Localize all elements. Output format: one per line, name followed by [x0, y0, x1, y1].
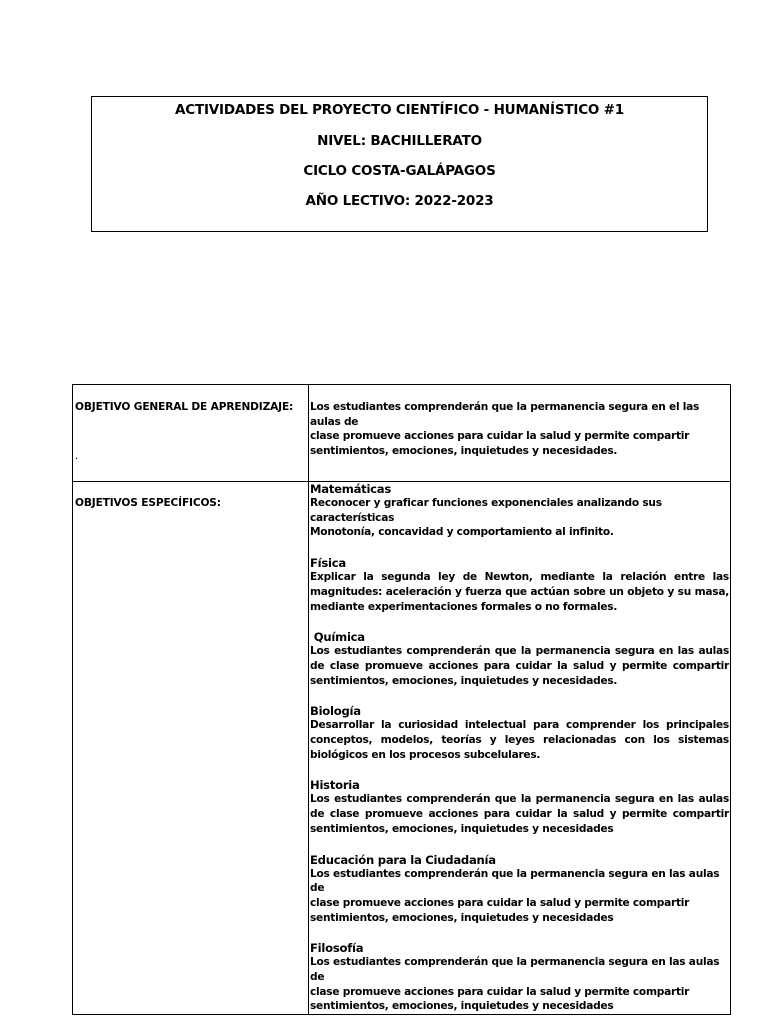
subject-objective-text: Desarrollar la curiosidad intelectual para comprender los principales conceptos, modelos, teorías y leyes relacionadas con los sistemas biológicos en los procesos subcelulares. [310, 719, 729, 761]
subject-block [310, 778, 729, 836]
specific-objectives-text-cell [309, 482, 731, 1015]
general-objective-text [309, 385, 730, 459]
general-objective-dot: . [75, 451, 79, 462]
subject-block [310, 482, 729, 540]
subject-name: Química [310, 630, 365, 645]
subject-name: Biología [310, 704, 361, 719]
header-title: ACTIVIDADES DEL PROYECTO CIENTÍFICO - HUMANÍSTICO #1 [175, 102, 624, 118]
general-objective-text-cell [309, 385, 731, 482]
general-objective-line: clase promueve acciones para cuidar la salud y permite compartir [310, 430, 690, 443]
subject-objective-text: Los estudiantes comprenderán que la permanencia segura en las aulas de clase promueve acciones para cuidar la salud y permite compartir sentimientos, emociones, inquietudes y necesidades. [310, 645, 729, 687]
subject-objective-text: Reconocer y graficar funciones exponenciales analizando sus características Monotonía, concavidad y comportamiento al infinito. [310, 497, 662, 539]
specific-objectives-label-cell [73, 482, 309, 1015]
subject-block [310, 853, 729, 926]
subject-block [310, 556, 729, 614]
table-row-specific-objectives [73, 482, 731, 1015]
header-cycle: CICLO COSTA-GALÁPAGOS [303, 163, 496, 179]
subject-objective-text: Los estudiantes comprenderán que la permanencia segura en las aulas de clase promueve acciones para cuidar la salud y permite compartir sentimientos, emociones, inquietudes y necesidades [310, 793, 729, 835]
subject-name: Matemáticas [310, 482, 392, 496]
subject-block [310, 941, 729, 1014]
header-level: NIVEL: BACHILLERATO [317, 133, 482, 149]
subject-name: Historia [310, 778, 360, 793]
header-school-year: AÑO LECTIVO: 2022-2023 [305, 193, 494, 209]
subject-objective-text: Los estudiantes comprenderán que la permanencia segura en las aulas de clase promueve acciones para cuidar la salud y permite compartir sentimientos, emociones, inquietudes y necesidades [310, 956, 720, 1013]
subject-name: Física [310, 556, 346, 571]
specific-objectives-label: OBJETIVOS ESPECÍFICOS: [75, 497, 221, 509]
subject-objective-text: Explicar la segunda ley de Newton, mediante la relación entre las magnitudes: aceleración y fuerza que actúan sobre un objeto y su masa, mediante experimentaciones formales o no formales. [310, 571, 729, 613]
subject-name: Filosofía [310, 941, 364, 956]
subject-block [310, 704, 729, 762]
specific-objectives-list [309, 482, 730, 1014]
general-objective-label-cell [73, 385, 309, 482]
table-row-general-objective [73, 385, 731, 482]
subject-objective-text: Los estudiantes comprenderán que la permanencia segura en las aulas de clase promueve acciones para cuidar la salud y permite compartir sentimientos, emociones, inquietudes y necesidades [310, 867, 720, 924]
document-header [91, 96, 708, 232]
subject-name: Educación para la Ciudadanía [310, 852, 496, 867]
objectives-table [72, 384, 731, 1015]
general-objective-line: sentimientos, emociones, inquietudes y necesidades. [310, 445, 618, 458]
general-objective-line: Los estudiantes comprenderán que la permanencia segura en el las aulas de [310, 401, 700, 428]
general-objective-label: OBJETIVO GENERAL DE APRENDIZAJE: [75, 401, 294, 413]
subject-block [310, 630, 729, 688]
